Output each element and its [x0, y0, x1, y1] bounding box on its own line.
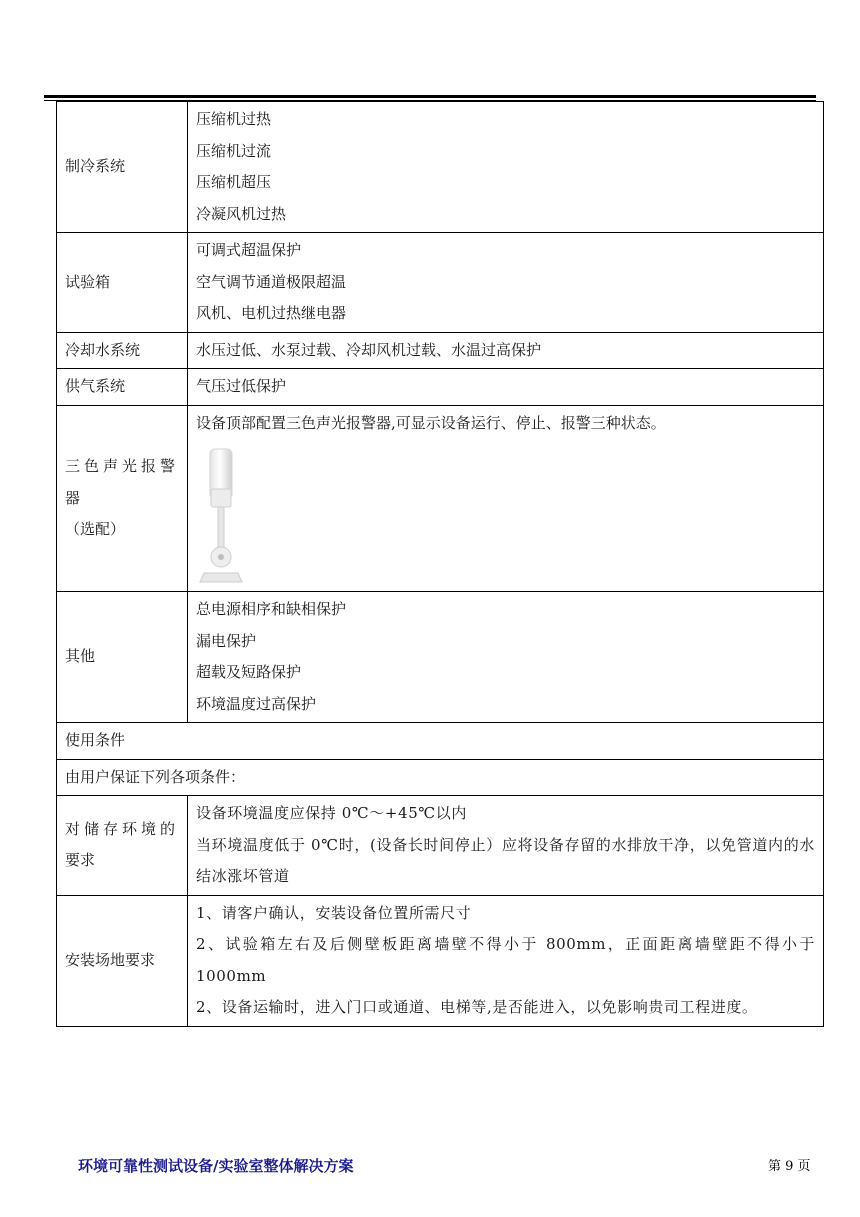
row-label: 其他 — [57, 592, 188, 723]
section-heading-usage: 使用条件 — [57, 723, 824, 760]
page-number: 第 9 页 — [768, 1159, 811, 1174]
table-row — [57, 332, 824, 369]
tower-light-icon — [198, 445, 248, 585]
list-item: 漏电保护 — [196, 631, 257, 650]
row-content — [188, 895, 824, 1026]
list-item: 水压过低、水泵过载、冷却风机过载、水温过高保护 — [196, 340, 542, 359]
table-row — [57, 895, 824, 1026]
row-label-line: （选配） — [65, 520, 126, 538]
alarm-description: 设备顶部配置三色声光报警器,可显示设备运行、停止、报警三种状态。 — [196, 413, 666, 432]
list-item: 2、设备运输时，进入门口或通道、电梯等,是否能进入，以免影响贵司工程进度。 — [196, 998, 758, 1016]
list-item: 风机、电机过热继电器 — [196, 304, 347, 322]
list-item: 气压过低保护 — [196, 377, 287, 395]
table-row — [57, 369, 824, 406]
table-row — [57, 796, 824, 896]
header-rule — [44, 95, 816, 98]
list-item: 冷凝风机过热 — [196, 204, 287, 223]
table-row — [57, 102, 824, 233]
row-label-line: 要求 — [65, 851, 96, 870]
row-content — [188, 796, 824, 896]
row-label — [57, 796, 188, 896]
row-content — [188, 233, 824, 333]
row-content — [188, 405, 824, 592]
table-row — [57, 233, 824, 333]
row-label — [57, 405, 188, 592]
list-item: 当环境温度低于 0℃时，(设备长时间停止）应将设备存留的水排放干净，以免管道内的水结冰涨坏管道 — [196, 835, 815, 885]
row-label-line: 器 — [65, 488, 81, 507]
footer-title: 环境可靠性测试设备/实验室整体解决方案 — [78, 1157, 354, 1175]
list-item: 环境温度过高保护 — [196, 694, 317, 713]
list-item: 空气调节通道极限超温 — [196, 272, 347, 291]
row-label: 冷却水系统 — [57, 332, 188, 369]
list-item: 1、请客户确认，安装设备位置所需尺寸 — [196, 903, 472, 922]
protection-spec-table — [56, 101, 824, 1027]
row-content — [188, 332, 824, 369]
table-row — [57, 405, 824, 592]
row-label: 试验箱 — [57, 233, 188, 333]
row-content — [188, 592, 824, 723]
row-content — [188, 369, 824, 406]
row-label-line: 三色声光报警 — [65, 457, 180, 475]
list-item: 超载及短路保护 — [196, 663, 302, 681]
list-item: 压缩机超压 — [196, 173, 272, 191]
row-label-line: 对储存环境的 — [65, 819, 180, 838]
row-content — [188, 102, 824, 233]
table-row — [57, 592, 824, 723]
row-label: 制冷系统 — [57, 102, 188, 233]
list-item: 压缩机过流 — [196, 141, 272, 160]
list-item: 设备环境温度应保持 0℃～+45℃以内 — [196, 804, 467, 822]
section-heading-user: 由用户保证下列各项条件： — [57, 759, 824, 796]
list-item: 可调式超温保护 — [196, 241, 302, 259]
list-item: 2、试验箱左右及后侧壁板距离墙壁不得小于 800mm，正面距离墙壁距不得小于 1000mm — [196, 935, 815, 985]
row-label: 供气系统 — [57, 369, 188, 406]
row-label: 安装场地要求 — [57, 895, 188, 1026]
table-row — [57, 723, 824, 760]
list-item: 压缩机过热 — [196, 110, 272, 128]
list-item: 总电源相序和缺相保护 — [196, 600, 347, 618]
table-row — [57, 759, 824, 796]
